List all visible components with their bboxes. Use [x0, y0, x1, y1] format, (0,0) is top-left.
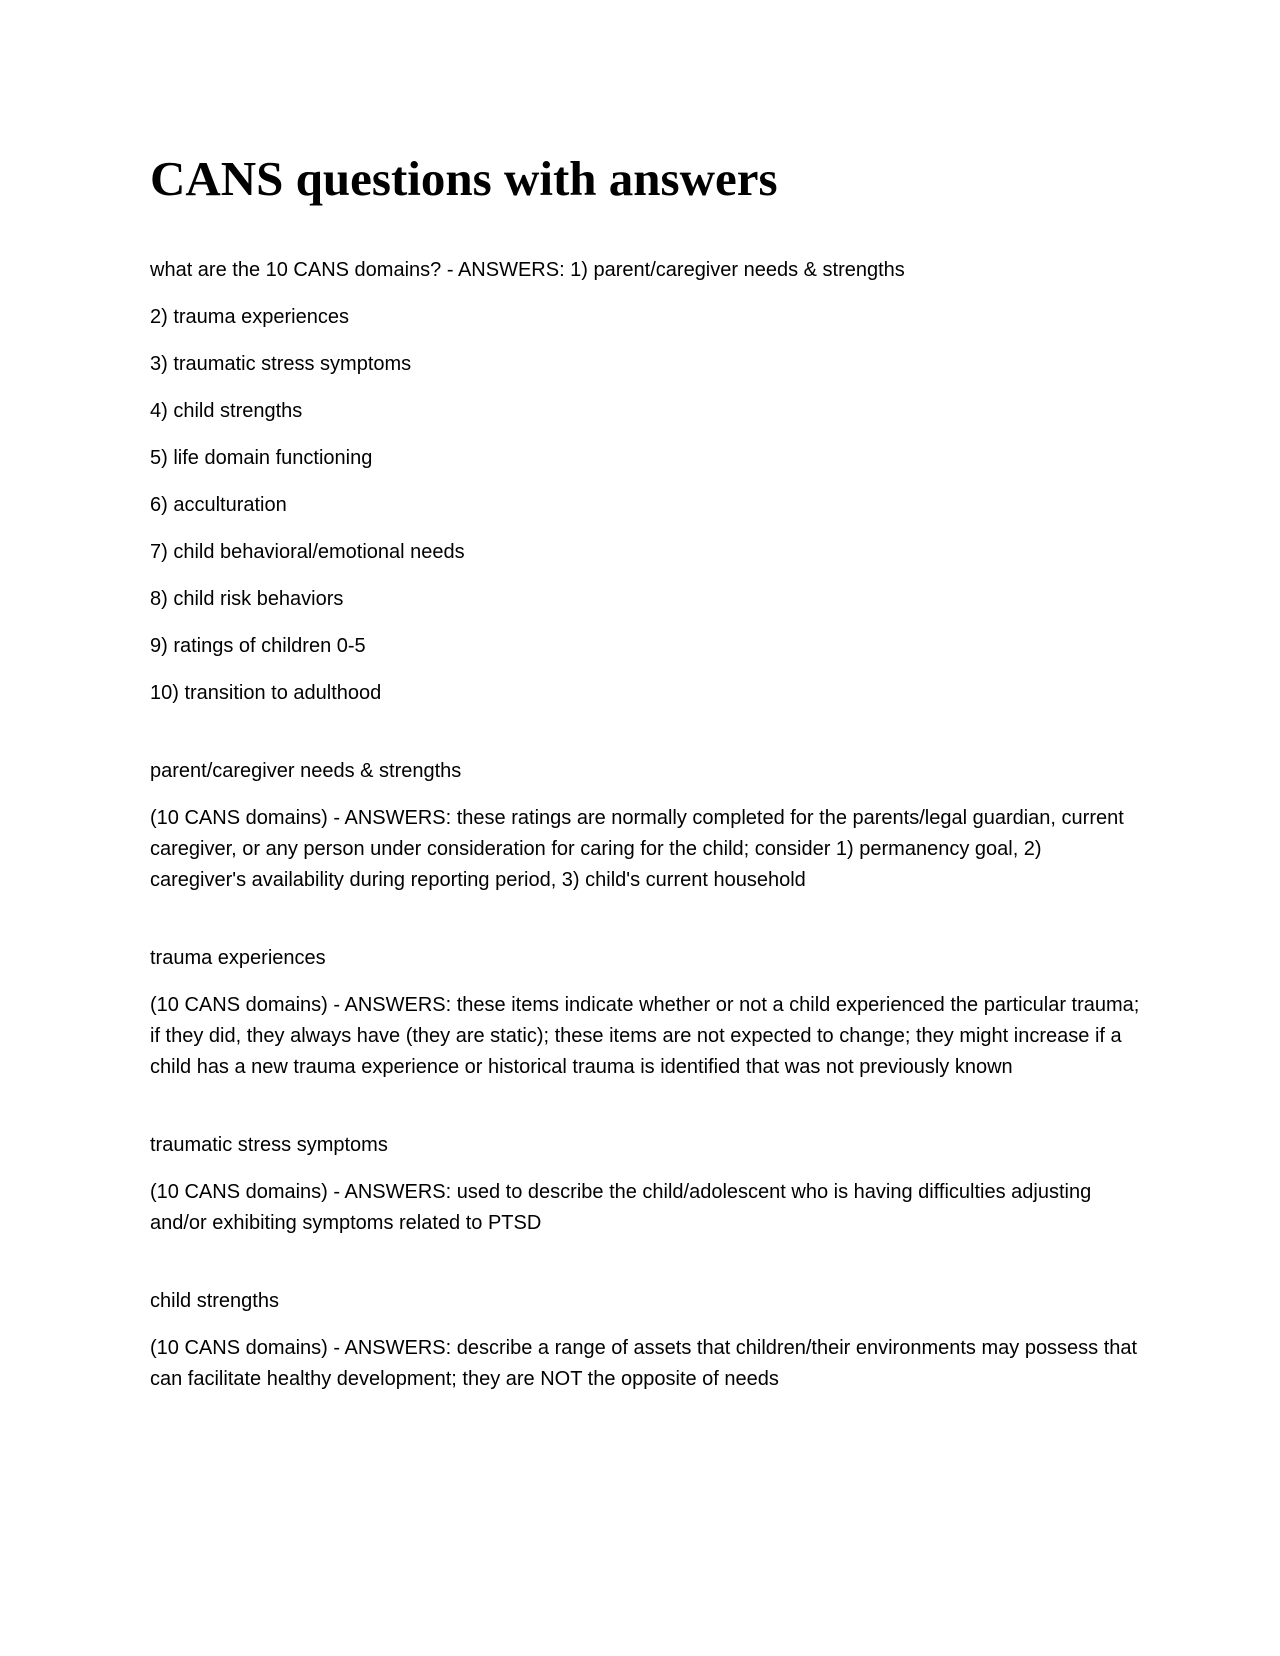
qa-answer: (10 CANS domains) - ANSWERS: these ratings are normally completed for the parents/legal guardian, current caregiver, or any person under consideration for caring for the child; consider 1) permanency goal, 2) caregiver's availability during reporting period, 3) child's current household	[150, 807, 1124, 891]
qa-block	[150, 756, 1140, 896]
domain-list-item: 10) transition to adulthood	[150, 682, 382, 704]
domain-list-item: 8) child risk behaviors	[150, 588, 344, 610]
qa-term: traumatic stress symptoms	[150, 1134, 388, 1156]
domain-list-item: 4) child strengths	[150, 400, 303, 422]
domain-list-item: 7) child behavioral/emotional needs	[150, 541, 465, 563]
qa-block	[150, 1130, 1140, 1239]
document-title: CANS questions with answers	[150, 151, 778, 206]
section-spacer	[150, 725, 1140, 756]
domain-list-item: 5) life domain functioning	[150, 447, 373, 469]
qa-term: child strengths	[150, 1290, 279, 1312]
domain-list-item: 9) ratings of children 0-5	[150, 635, 366, 657]
section-spacer	[150, 1099, 1140, 1130]
domain-list	[150, 302, 1140, 709]
qa-term: parent/caregiver needs & strengths	[150, 760, 462, 782]
qa-block	[150, 943, 1140, 1083]
qa-answer: (10 CANS domains) - ANSWERS: describe a range of assets that children/their environments may possess that can facilitate healthy development; they are NOT the opposite of needs	[150, 1337, 1138, 1390]
domain-list-item: 3) traumatic stress symptoms	[150, 353, 412, 375]
domain-list-item: 6) acculturation	[150, 494, 287, 516]
qa-answer: (10 CANS domains) - ANSWERS: these items indicate whether or not a child experienced the particular trauma; if they did, they always have (they are static); these items are not expected to change; they might increase if a child has a new trauma experience or historical trauma is identified that was not previously known	[150, 994, 1140, 1078]
qa-block	[150, 1286, 1140, 1395]
qa-term: trauma experiences	[150, 947, 326, 969]
document-body	[150, 255, 1140, 1411]
section-spacer	[150, 1255, 1140, 1286]
first-question: what are the 10 CANS domains? - ANSWERS: 1) parent/caregiver needs & strengths	[150, 259, 905, 281]
section-spacer	[150, 912, 1140, 943]
domain-list-item: 2) trauma experiences	[150, 306, 349, 328]
qa-answer: (10 CANS domains) - ANSWERS: used to describe the child/adolescent who is having difficulties adjusting and/or exhibiting symptoms related to PTSD	[150, 1181, 1092, 1234]
